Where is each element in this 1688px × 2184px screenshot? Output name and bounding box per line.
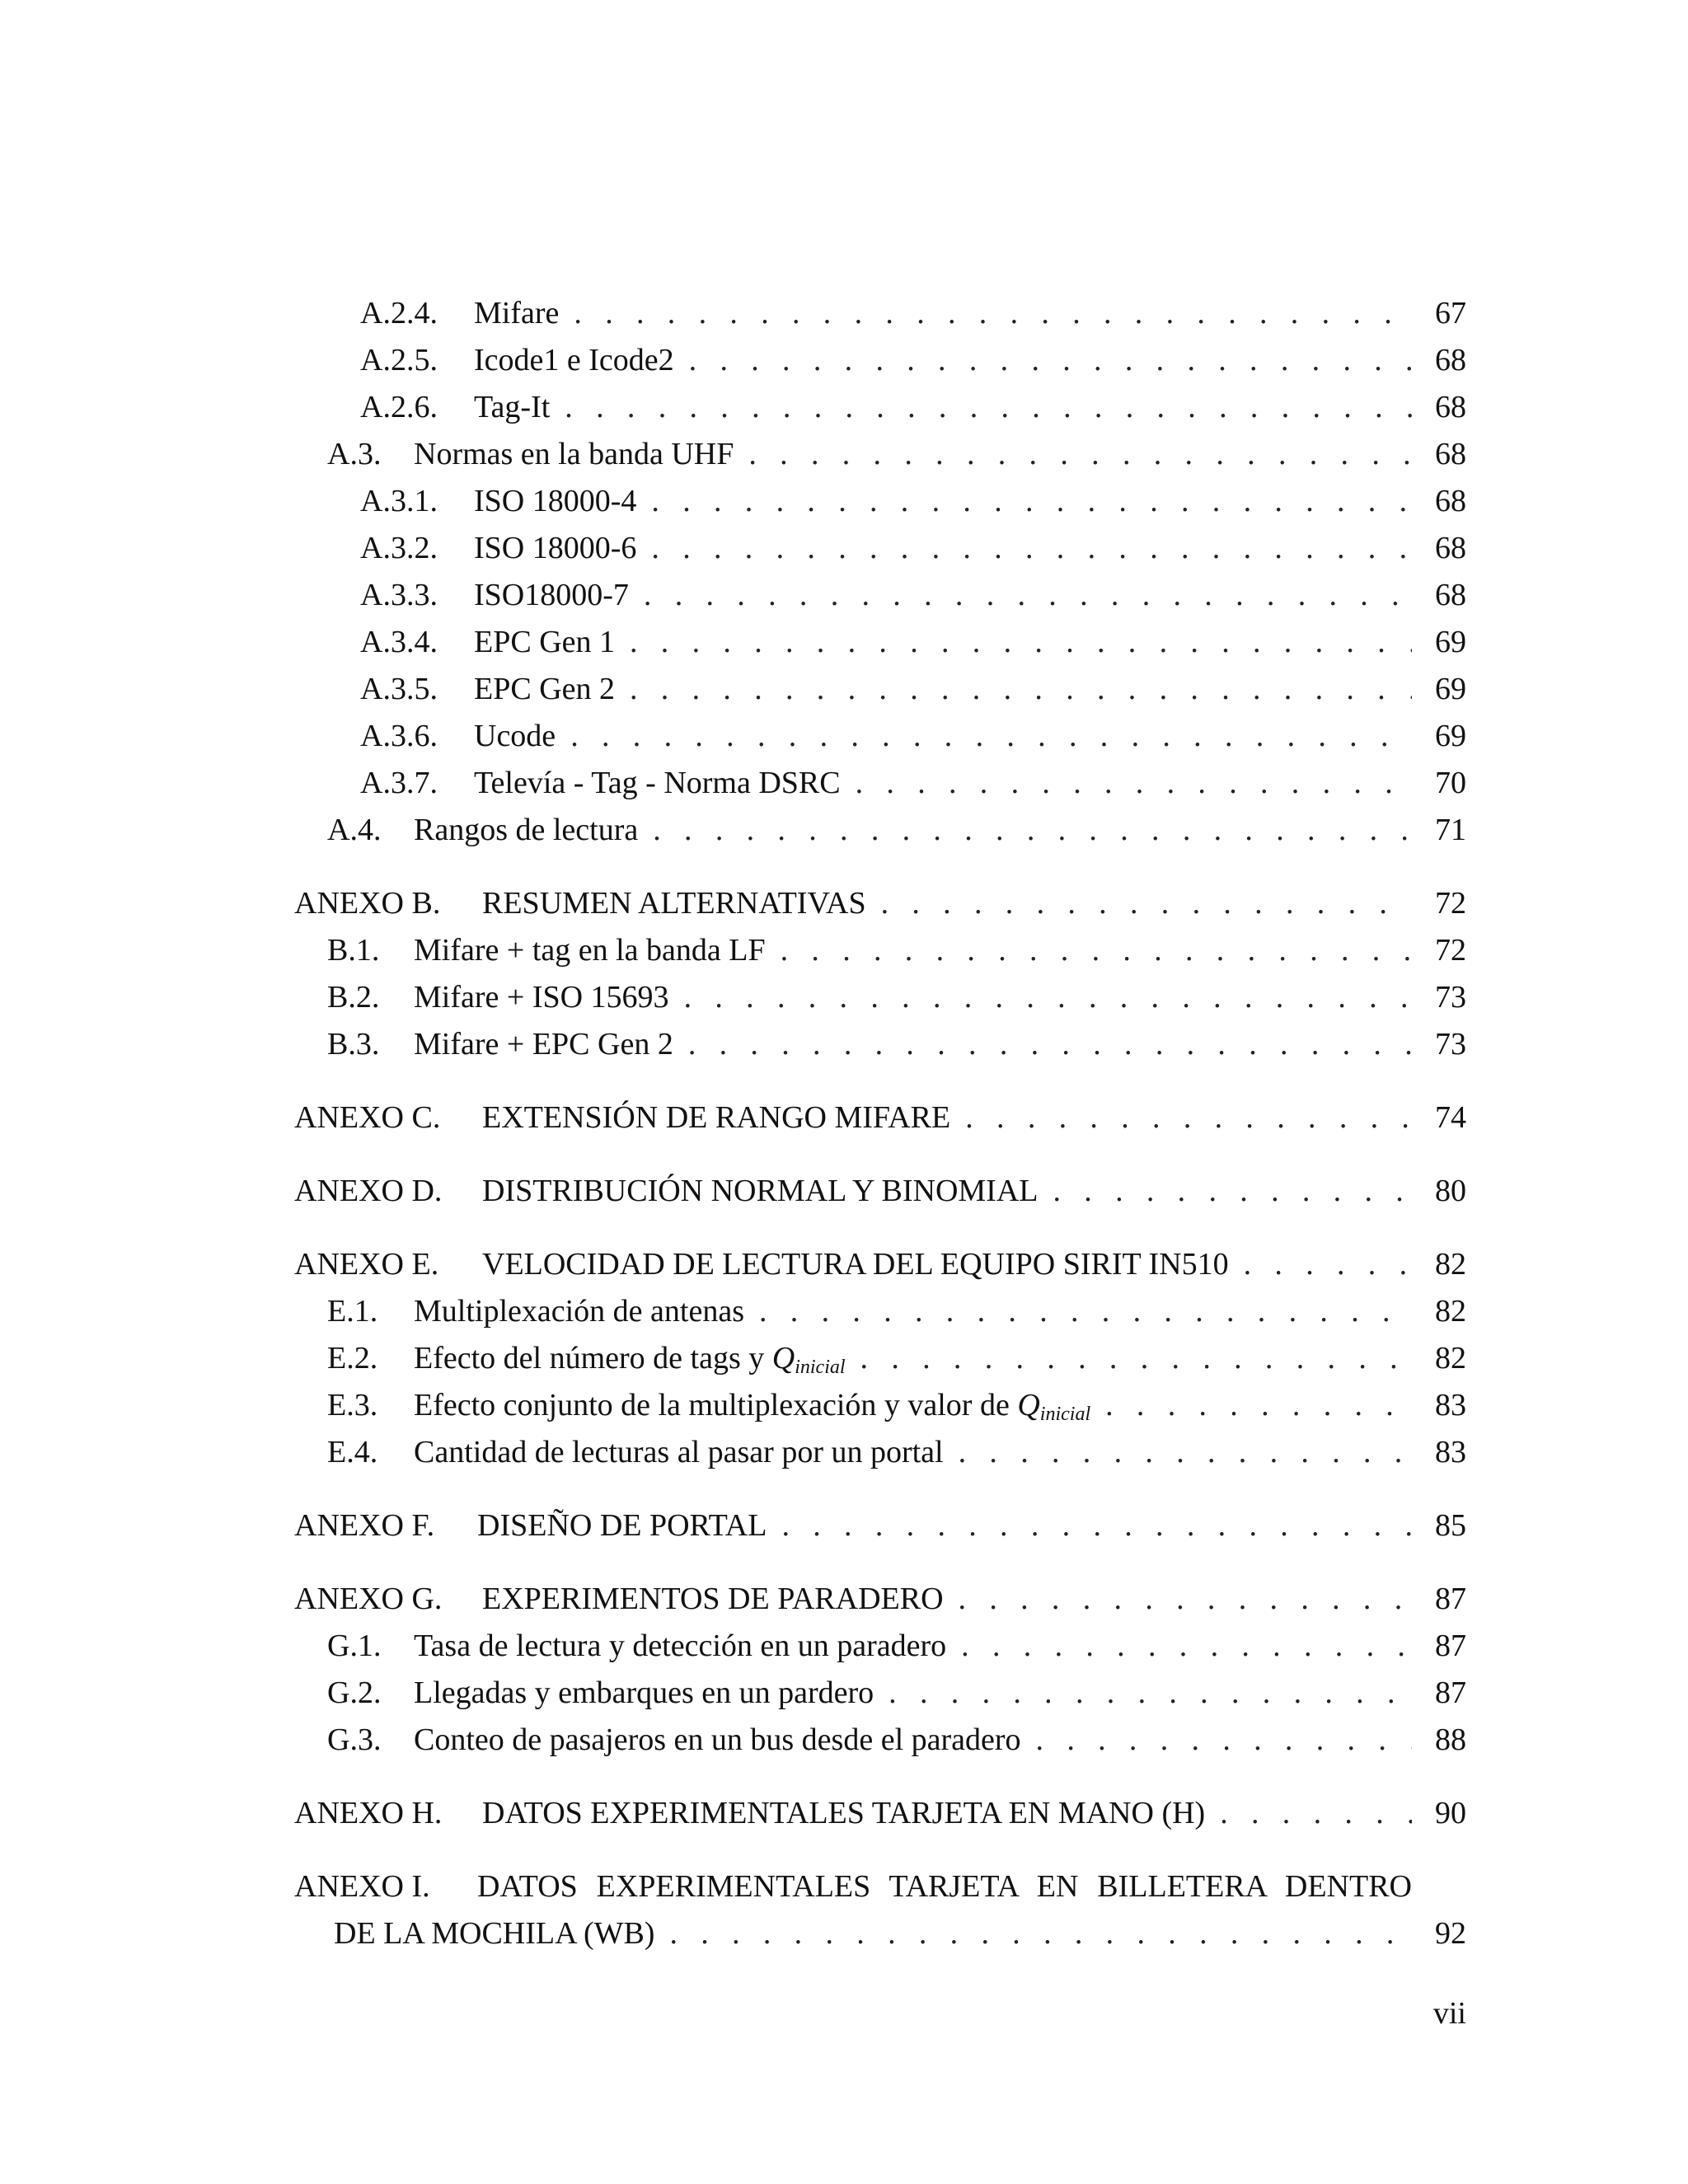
toc-entry[interactable]: [294, 290, 1466, 337]
dot-leader: [688, 1021, 1412, 1068]
toc-entry[interactable]: [294, 478, 1466, 525]
toc-chapter-entry[interactable]: [294, 1168, 1466, 1215]
toc-entry-page: 74: [1435, 1100, 1466, 1135]
toc-entry[interactable]: [294, 525, 1466, 572]
toc-entry-number: A.4.: [327, 813, 382, 847]
toc-entry[interactable]: [294, 431, 1466, 478]
toc-entry[interactable]: [294, 1382, 1466, 1429]
toc-entry-title: DATOS EXPERIMENTALES TARJETA EN MANO (H): [482, 1796, 1206, 1830]
toc-entry-number: B.1.: [327, 933, 380, 968]
toc-entry-title: Normas en la banda UHF: [414, 437, 734, 471]
toc-entry-page: 68: [1435, 390, 1466, 424]
toc-entry-number: A.3.3.: [360, 578, 438, 612]
dot-leader: [781, 927, 1412, 974]
dot-leader: [965, 1094, 1412, 1141]
dot-leader: [748, 431, 1412, 478]
toc-entry-number: E.4.: [327, 1435, 378, 1469]
toc-entry[interactable]: [294, 1670, 1466, 1717]
toc-entry-continuation: [294, 1910, 1466, 1957]
math-subscript: inicial: [1039, 1404, 1091, 1425]
toc-entry-title: DISTRIBUCIÓN NORMAL Y BINOMIAL: [482, 1174, 1039, 1208]
toc-entry-first-line: [294, 1863, 1466, 1910]
toc-entry[interactable]: [294, 927, 1466, 974]
dot-leader: [1053, 1168, 1412, 1215]
toc-entry-page: 82: [1435, 1341, 1466, 1376]
dot-leader: [959, 1429, 1412, 1476]
toc-entry-page: 68: [1435, 484, 1466, 518]
table-of-contents: [294, 290, 1466, 1957]
toc-entry-title: Icode1 e Icode2: [474, 343, 674, 377]
toc-entry-number: G.1.: [327, 1629, 382, 1663]
toc-entry[interactable]: [294, 1623, 1466, 1670]
toc-entry-title: Rangos de lectura: [414, 813, 639, 847]
toc-entry-page: 82: [1435, 1247, 1466, 1282]
toc-entry[interactable]: [294, 1288, 1466, 1335]
toc-entry-number: G.2.: [327, 1675, 382, 1710]
dot-leader: [651, 478, 1412, 525]
toc-entry[interactable]: [294, 807, 1466, 854]
dot-leader: [684, 974, 1412, 1021]
toc-entry-number: E.1.: [327, 1294, 378, 1329]
dot-leader: [781, 1502, 1412, 1549]
toc-entry-title: ISO 18000-4: [474, 484, 637, 518]
toc-entry-page: 72: [1435, 933, 1466, 968]
toc-entry-title: Multiplexación de antenas: [414, 1294, 744, 1329]
toc-entry[interactable]: [294, 1429, 1466, 1476]
toc-entry-title: RESUMEN ALTERNATIVAS: [482, 886, 866, 921]
toc-entry[interactable]: [294, 572, 1466, 619]
toc-entry[interactable]: [294, 1335, 1466, 1382]
toc-entry-title: Tasa de lectura y detección en un paradero: [414, 1629, 947, 1663]
toc-entry-title: EXTENSIÓN DE RANGO MIFARE: [482, 1100, 951, 1135]
toc-entry[interactable]: [294, 384, 1466, 431]
toc-entry-title: Mifare: [474, 296, 560, 330]
toc-entry-title-text: Efecto del número de tags y: [414, 1341, 765, 1376]
toc-entry-number: B.3.: [327, 1027, 380, 1062]
dot-leader: [630, 666, 1412, 713]
toc-entry-number: ANEXO I.: [294, 1869, 430, 1904]
toc-entry-number: ANEXO G.: [294, 1582, 443, 1616]
toc-entry[interactable]: [294, 619, 1466, 666]
toc-entry-number: G.3.: [327, 1722, 382, 1757]
toc-entry-page: 88: [1435, 1722, 1466, 1757]
dot-leader: [1105, 1382, 1412, 1429]
toc-entry-page: 69: [1435, 719, 1466, 753]
dot-leader: [860, 1335, 1412, 1382]
toc-entry-number: ANEXO D.: [294, 1174, 443, 1208]
toc-entry-page: 87: [1435, 1629, 1466, 1663]
toc-entry-title-text: Efecto conjunto de la multiplexación y valor de: [414, 1388, 1010, 1422]
dot-leader: [881, 880, 1412, 927]
toc-entry-page: 87: [1435, 1675, 1466, 1710]
toc-entry-page: 92: [1435, 1916, 1466, 1951]
toc-entry-page: 70: [1435, 766, 1466, 800]
dot-leader: [856, 760, 1412, 807]
toc-entry-title: Ucode: [474, 719, 556, 753]
toc-entry[interactable]: [294, 1021, 1466, 1068]
dot-leader: [1244, 1241, 1412, 1288]
toc-entry-page: 68: [1435, 437, 1466, 471]
toc-entry-number: A.3.4.: [360, 625, 438, 659]
toc-entry-title: ISO18000-7: [474, 578, 629, 612]
toc-entry-title: VELOCIDAD DE LECTURA DEL EQUIPO SIRIT IN510: [482, 1247, 1229, 1282]
toc-entry-page: 68: [1435, 531, 1466, 565]
dot-leader: [653, 807, 1412, 854]
toc-entry-number: A.2.6.: [360, 390, 438, 424]
toc-entry-title: EXPERIMENTOS DE PARADERO: [482, 1582, 944, 1616]
toc-entry-title: Tag-It: [474, 390, 551, 424]
toc-chapter-entry[interactable]: [294, 1790, 1466, 1837]
toc-entry-title: DISEÑO DE PORTAL: [477, 1508, 767, 1543]
toc-entry-number: A.3.7.: [360, 766, 438, 800]
dot-leader: [961, 1623, 1412, 1670]
toc-entry-page: 71: [1435, 813, 1466, 847]
toc-entry-number: ANEXO C.: [294, 1100, 441, 1135]
toc-entry[interactable]: [294, 974, 1466, 1021]
toc-chapter-entry[interactable]: [294, 1502, 1466, 1549]
toc-entry-number: A.3.: [327, 437, 382, 471]
dot-leader: [689, 337, 1412, 384]
toc-entry-spacer: [1412, 1863, 1466, 1910]
toc-entry-page: 68: [1435, 343, 1466, 377]
toc-entry-title: Mifare + EPC Gen 2: [414, 1027, 673, 1062]
toc-entry-title: Llegadas y embarques en un pardero: [414, 1675, 874, 1710]
toc-entry-number: A.3.2.: [360, 531, 438, 565]
dot-leader: [1220, 1790, 1412, 1837]
toc-entry[interactable]: [294, 337, 1466, 384]
toc-entry-number: ANEXO F.: [294, 1508, 435, 1543]
toc-entry-number: A.2.4.: [360, 296, 438, 330]
dot-leader: [644, 572, 1412, 619]
toc-entry-number: A.3.6.: [360, 719, 438, 753]
dot-leader: [574, 290, 1412, 337]
toc-entry-page: 90: [1435, 1796, 1466, 1830]
dot-leader: [565, 384, 1412, 431]
toc-chapter-entry[interactable]: [294, 1094, 1466, 1141]
toc-entry-page: 80: [1435, 1174, 1466, 1208]
toc-entry-page: 73: [1435, 1027, 1466, 1062]
dot-leader: [651, 525, 1412, 572]
toc-entry-title: EPC Gen 1: [474, 625, 615, 659]
dot-leader: [1036, 1717, 1412, 1764]
toc-entry-title: DATOS EXPERIMENTALES TARJETA EN BILLETERA DENTRO: [477, 1869, 1412, 1904]
toc-entry-page: 72: [1435, 886, 1466, 921]
toc-entry-page: 73: [1435, 980, 1466, 1015]
toc-entry-page: 67: [1435, 296, 1466, 330]
page-number: vii: [1432, 1996, 1466, 2031]
toc-entry-page: 87: [1435, 1582, 1466, 1616]
toc-entry-page: 69: [1435, 672, 1466, 706]
dot-leader: [889, 1670, 1412, 1717]
toc-chapter-entry-wrapped[interactable]: [294, 1863, 1466, 1957]
toc-entry-number: A.2.5.: [360, 343, 438, 377]
dot-leader: [959, 1576, 1412, 1623]
toc-entry-page: 83: [1435, 1435, 1466, 1469]
toc-entry-title: EPC Gen 2: [474, 672, 615, 706]
toc-chapter-entry[interactable]: [294, 1576, 1466, 1623]
toc-entry-page: 69: [1435, 625, 1466, 659]
toc-entry[interactable]: [294, 760, 1466, 807]
toc-entry-page: 83: [1435, 1388, 1466, 1422]
toc-entry-number: E.2.: [327, 1341, 378, 1376]
toc-entry[interactable]: [294, 713, 1466, 760]
toc-entry-number: E.3.: [327, 1388, 378, 1422]
math-subscript: inicial: [795, 1357, 846, 1378]
dot-leader: [759, 1288, 1412, 1335]
dot-leader: [669, 1910, 1412, 1957]
toc-entry-title: Televía - Tag - Norma DSRC: [474, 766, 841, 800]
toc-entry-number: A.3.5.: [360, 672, 438, 706]
dot-leader: [570, 713, 1412, 760]
toc-entry-number: B.2.: [327, 980, 380, 1015]
toc-entry-title: Mifare + tag en la banda LF: [414, 933, 766, 968]
dot-leader: [630, 619, 1412, 666]
toc-entry[interactable]: [294, 666, 1466, 713]
toc-entry[interactable]: [294, 1717, 1466, 1764]
toc-entry-title: ISO 18000-6: [474, 531, 637, 565]
toc-entry-page: 82: [1435, 1294, 1466, 1329]
toc-entry-title: Mifare + ISO 15693: [414, 980, 669, 1015]
toc-entry-number: ANEXO H.: [294, 1796, 443, 1830]
toc-entry-number: A.3.1.: [360, 484, 438, 518]
toc-chapter-entry[interactable]: [294, 880, 1466, 927]
toc-entry-title: Cantidad de lecturas al pasar por un portal: [414, 1435, 944, 1469]
math-q-symbol: Q: [1017, 1388, 1040, 1422]
toc-entry-number: ANEXO B.: [294, 886, 441, 921]
toc-chapter-entry[interactable]: [294, 1241, 1466, 1288]
toc-entry-page: 85: [1435, 1508, 1466, 1543]
toc-entry-number: ANEXO E.: [294, 1247, 439, 1282]
math-q-symbol: Q: [771, 1341, 795, 1376]
toc-entry-page: 68: [1435, 578, 1466, 612]
toc-entry-title-continued: DE LA MOCHILA (WB): [334, 1916, 655, 1951]
toc-entry-title: Conteo de pasajeros en un bus desde el paradero: [414, 1722, 1021, 1757]
